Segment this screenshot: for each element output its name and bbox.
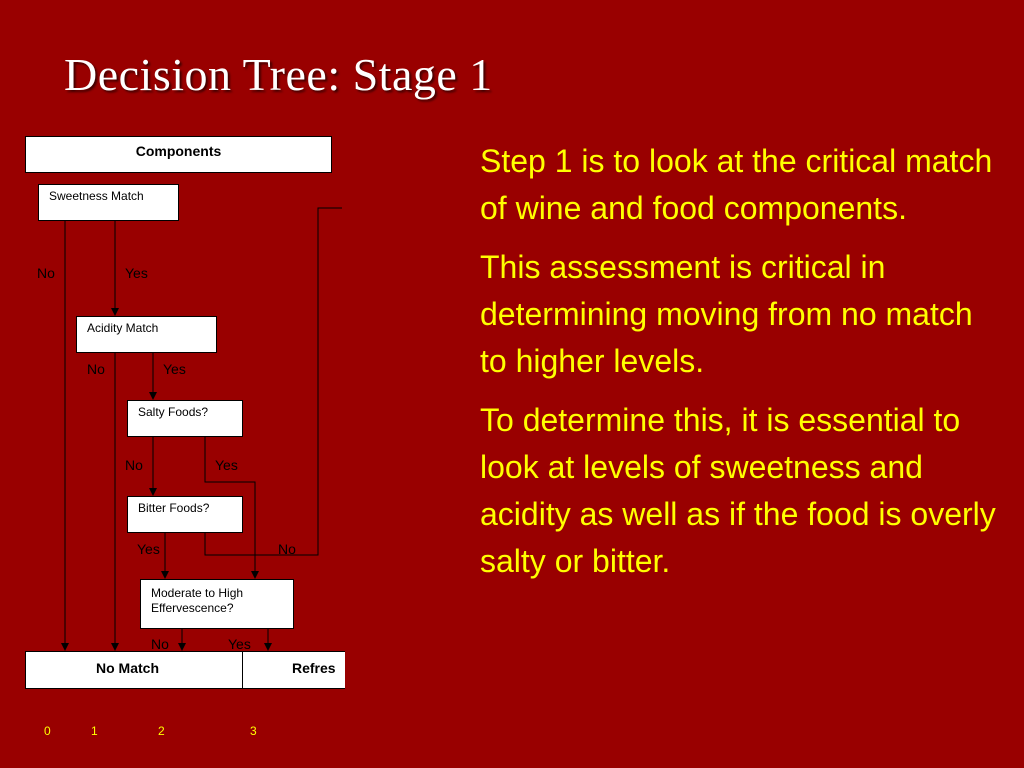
no-match-outcome: No Match (96, 660, 159, 676)
refresh-outcome: Refres (292, 660, 336, 676)
salty-foods-label: Salty Foods? (138, 405, 209, 419)
body-paragraph-1: Step 1 is to look at the critical match of wine and food components. (480, 143, 993, 226)
sweetness-match-node (38, 184, 179, 221)
level-3-label: 3 (250, 724, 257, 738)
sweetness-no-label: No (37, 265, 55, 281)
sweetness-yes-label: Yes (125, 265, 148, 281)
salty-foods-node (127, 400, 243, 437)
level-2-label: 2 (158, 724, 165, 738)
acidity-no-label: No (87, 361, 105, 377)
effervescence-no-label: No (151, 636, 169, 652)
effervescence-node (140, 579, 294, 629)
bitter-no-label: No (278, 541, 296, 557)
components-header-label: Components (135, 143, 222, 159)
level-0-label: 0 (44, 724, 51, 738)
bitter-foods-label: Bitter Foods? (138, 501, 210, 515)
body-paragraph-3: To determine this, it is essential to look at levels of sweetness and acidity as well as if the food is overly salty or bitter. (480, 402, 996, 579)
components-header-box (25, 136, 332, 173)
salty-yes-label: Yes (215, 457, 238, 473)
acidity-match-label: Acidity Match (87, 321, 159, 335)
effervescence-label-line1: Moderate to High (151, 586, 244, 600)
effervescence-yes-label: Yes (228, 636, 251, 652)
effervescence-label-line2: Effervescence? (151, 601, 234, 615)
level-1-label: 1 (91, 724, 98, 738)
outcome-bar (25, 651, 345, 689)
salty-no-label: No (125, 457, 143, 473)
bitter-foods-node (127, 496, 243, 533)
sweetness-match-label: Sweetness Match (49, 189, 144, 203)
outcome-divider (242, 652, 243, 688)
slide-title: Decision Tree: Stage 1 (64, 49, 493, 100)
body-text (480, 138, 1000, 597)
decision-tree-diagram (0, 120, 345, 760)
bitter-yes-label: Yes (137, 541, 160, 557)
acidity-match-node (76, 316, 217, 353)
acidity-yes-label: Yes (163, 361, 186, 377)
body-paragraph-2: This assessment is critical in determining moving from no match to higher levels. (480, 249, 973, 379)
